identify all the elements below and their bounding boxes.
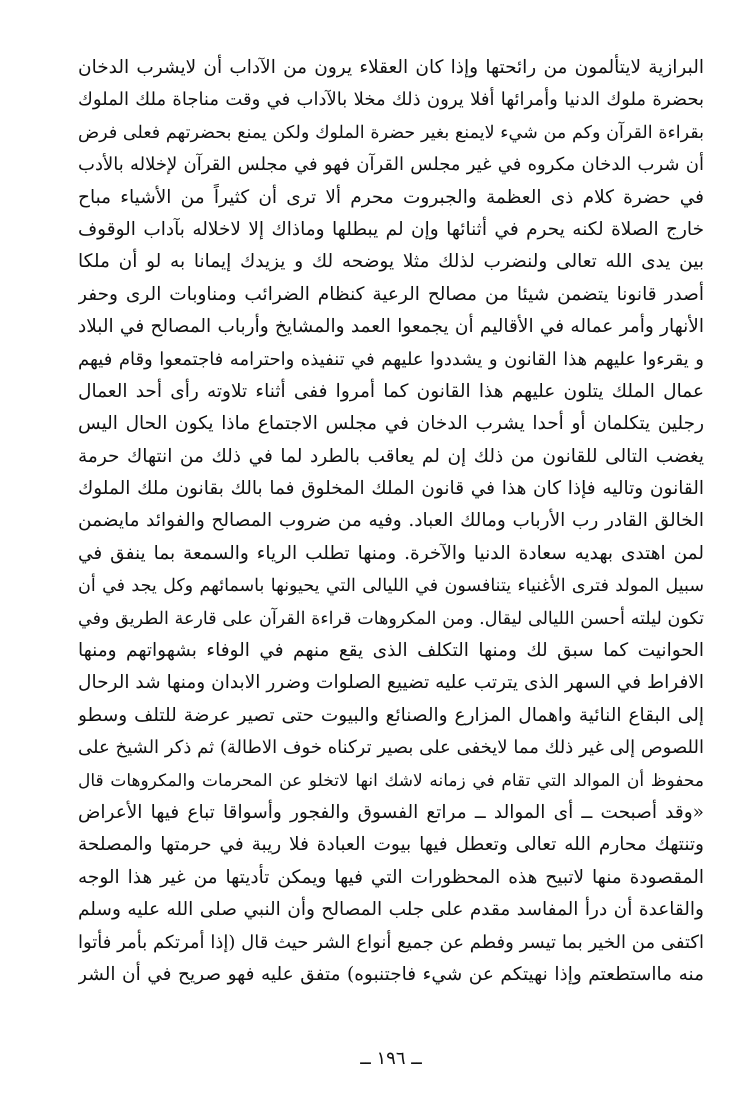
text-line: يغضب التالى للقانون من ذلك إن لم يعاقب بالطرد لما في ذلك من انتهاك حرمة	[78, 445, 704, 467]
page-number: ــ ١٩٦ ــ	[360, 1048, 422, 1069]
text-line: أصدر قانونا يتضمن شيئا من مصالح الرعية كنظام الضرائب ومناوبات الرى وحفر	[78, 283, 704, 305]
text-line: بقراءة القرآن وكم من شيء لايمنع بغير حضرة الملوك ولكن يمنع بحضرتهم فعلى فرض	[78, 122, 704, 143]
text-line: في حضرة كلام ذى العظمة والجبروت محرم ألا ترى أن كثيراً من الأشياء مباح	[78, 186, 704, 208]
text-line: و يقرءوا عليهم هذا القانون و يشددوا عليهم في تنفيذه واحترامه فاجتمعوا وقام فيهم	[78, 348, 704, 370]
text-line: الأنهار وأمر عماله في الأقاليم أن يجمعوا العمد والمشايخ وأرباب المصالح في البلاد	[78, 316, 704, 338]
text-line: عمال الملك يتلون عليهم هذا القانون كما أمروا ففى أثناء تلاوته رأى أحد العمال	[78, 380, 704, 402]
text-line: تكون ليلته أحسن الليالى ليقال. ومن المكروهات قراءة القرآن على قارعة الطريق وفي	[78, 608, 704, 629]
text-line: أن شرب الدخان مكروه في غير مجلس القرآن فهو في مجلس القرآن لإخلاله بالأدب	[78, 154, 704, 176]
document-page	[78, 52, 704, 1099]
text-line: الافراط في السهر الذى يترتب عليه تضييع الصلوات وضرر الابدان ومنها شد الرحال	[78, 672, 704, 694]
text-line: اكتفى من الخير بما تيسر وفطم عن جميع أنواع الشر حيث قال (إذا أمرتكم بأمر فأتوا	[78, 931, 704, 953]
text-line: الخالق القادر رب الأرباب ومالك العباد. وفيه من ضروب المصالح والفوائد مايضمن	[78, 510, 704, 532]
text-line: خارج الصلاة لكنه يحرم في أثنائها وإن لم يبطلها وماذاك إلا لاخلاله بآداب الوقوف	[78, 218, 704, 240]
text-line: محفوظ أن الموالد التي تقام في زمانه لاشك انها لاتخلو عن المحرمات والمكروهات قال	[78, 770, 704, 791]
text-line: البرازية لايتألمون من رائحتها وإذا كان العقلاء يرون من الآداب أن لايشرب الدخان	[78, 57, 704, 78]
text-line: «وقد أصبحت ــ أى الموالد ــ مراتع الفسوق والفجور وأسواقا تباع فيها الأعراض	[78, 801, 704, 823]
text-line: والقاعدة أن درأ المفاسد مقدم على جلب المصالح وأن النبي صلى الله عليه وسلم	[78, 899, 704, 921]
text-line: إلى البقاع النائية واهمال المزارع والصنائع والبيوت حتى تصير عرضة للتلف وسطو	[78, 704, 704, 726]
text-line: رجلين يتكلمان أو أحدا يشرب الدخان في مجلس الاجتماع ماذا يكون الحال اليس	[78, 413, 704, 435]
text-line: المقصودة منها لاتبيح هذه المحظورات التي فيها ويمكن تأديتها من غير هذا الوجه	[78, 866, 704, 888]
text-line: الحوانيت كما سبق لك ومنها التكلف الذى يقع منهم في الوفاء بشهواتهم ومنها	[78, 640, 704, 662]
text-line: بحضرة ملوك الدنيا وأمرائها أفلا يرون ذلك مخلا بالآداب في وقت مناجاة ملك الملوك	[78, 89, 704, 111]
text-line: القانون وتاليه فإذا كان هذا في قانون الملك المخلوق فما بالك بقانون ملك الملوك	[78, 478, 704, 500]
text-line: وتنتهك محارم الله تعالى وتعطل فيها بيوت العبادة فلا ريبة في حرمتها والمصلحة	[78, 834, 704, 856]
body-text	[78, 52, 704, 991]
text-line: منه مااستطعتم وإذا نهيتكم عن شيء فاجتنبوه) متفق عليه فهو صريح في أن الشر	[78, 963, 704, 985]
text-line: بين يدى الله تعالى ولنضرب لذلك مثلا يوضحه لك و يزيدك إيمانا به لو أن ملكا	[78, 251, 704, 273]
text-line: سبيل المولد فترى الأغنياء يتنافسون في الليالى التي يحيونها باسمائهم وكل يجد في أن	[78, 576, 704, 597]
text-line: اللصوص إلى غير ذلك مما لايخفى على بصير تركناه خوف الاطالة) ثم ذكر الشيخ على	[78, 737, 704, 759]
text-line: لمن اهتدى بهديه سعادة الدنيا والآخرة. ومنها تطلب الرياء والسمعة بما ينفق في	[78, 542, 704, 564]
